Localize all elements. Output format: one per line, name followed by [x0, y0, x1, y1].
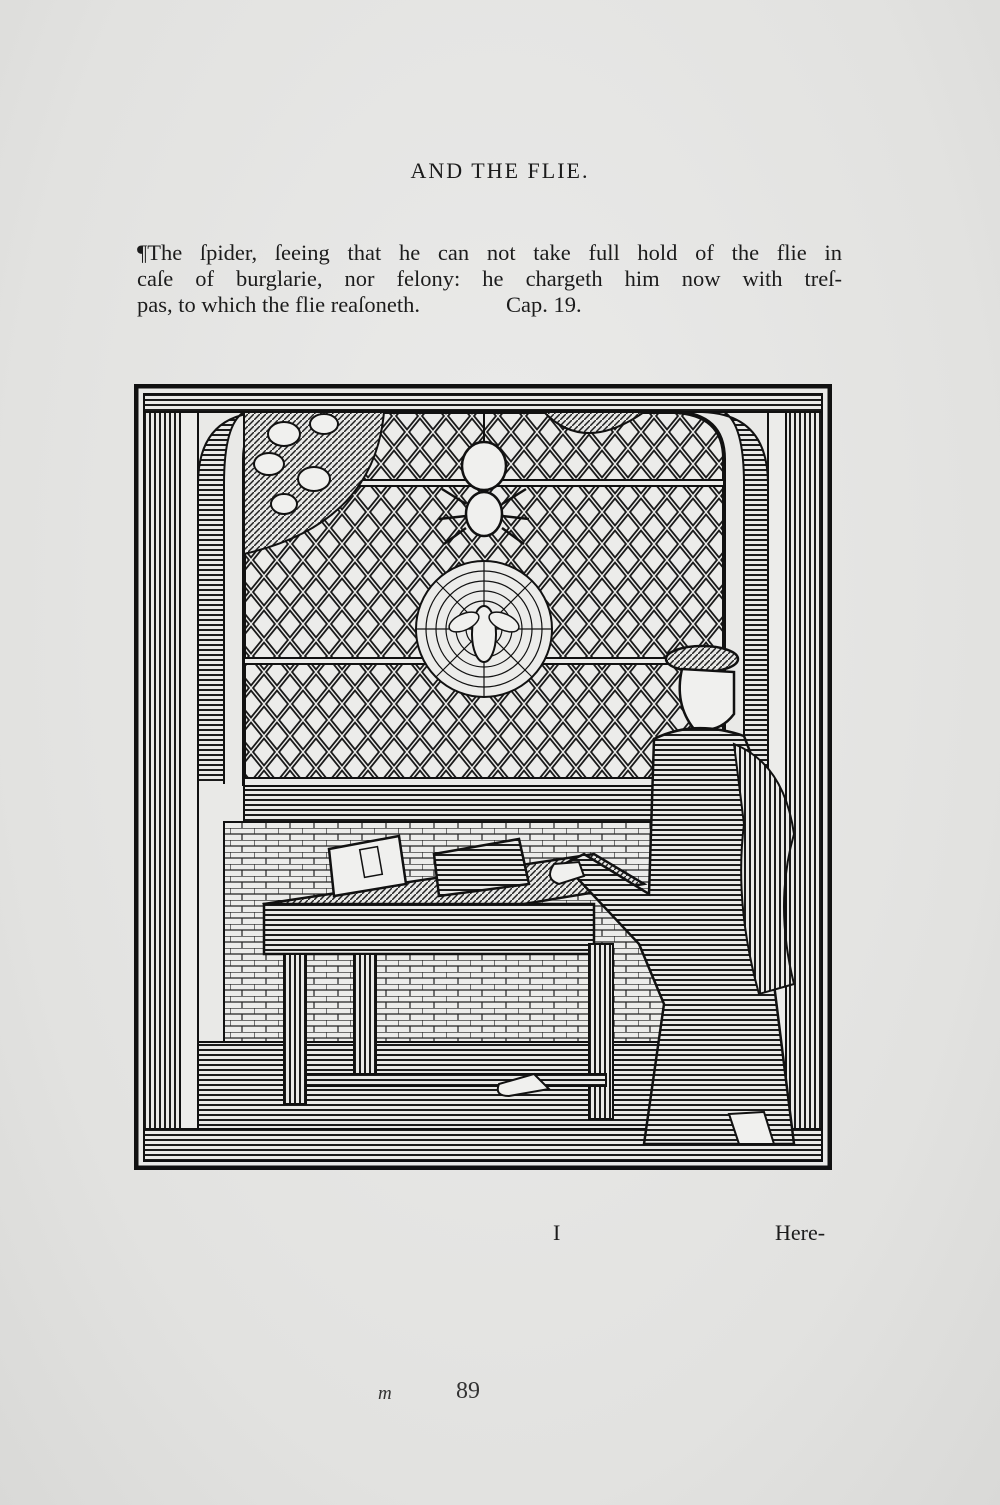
page-number: 89 [456, 1378, 480, 1404]
signature-mark: I [553, 1220, 561, 1245]
caption-line-3 [137, 292, 842, 318]
running-head: AND THE FLIE. [410, 158, 590, 183]
caption-line-1: ¶The ſpider, ſeeing that he can not take full hold of the flie in [137, 240, 842, 265]
woodcut-illustration [134, 384, 832, 1170]
chapter-caption [137, 240, 842, 318]
catchword: Here- [775, 1220, 826, 1245]
caption-line-2: caſe of burglarie, nor felony: he chargeth him now with treſ- [137, 266, 842, 291]
footer-signature: m [378, 1383, 392, 1404]
caption-line-3-text: pas, to which the flie reaſoneth. [137, 292, 421, 317]
chapter-number: Cap. 19. [506, 292, 582, 317]
